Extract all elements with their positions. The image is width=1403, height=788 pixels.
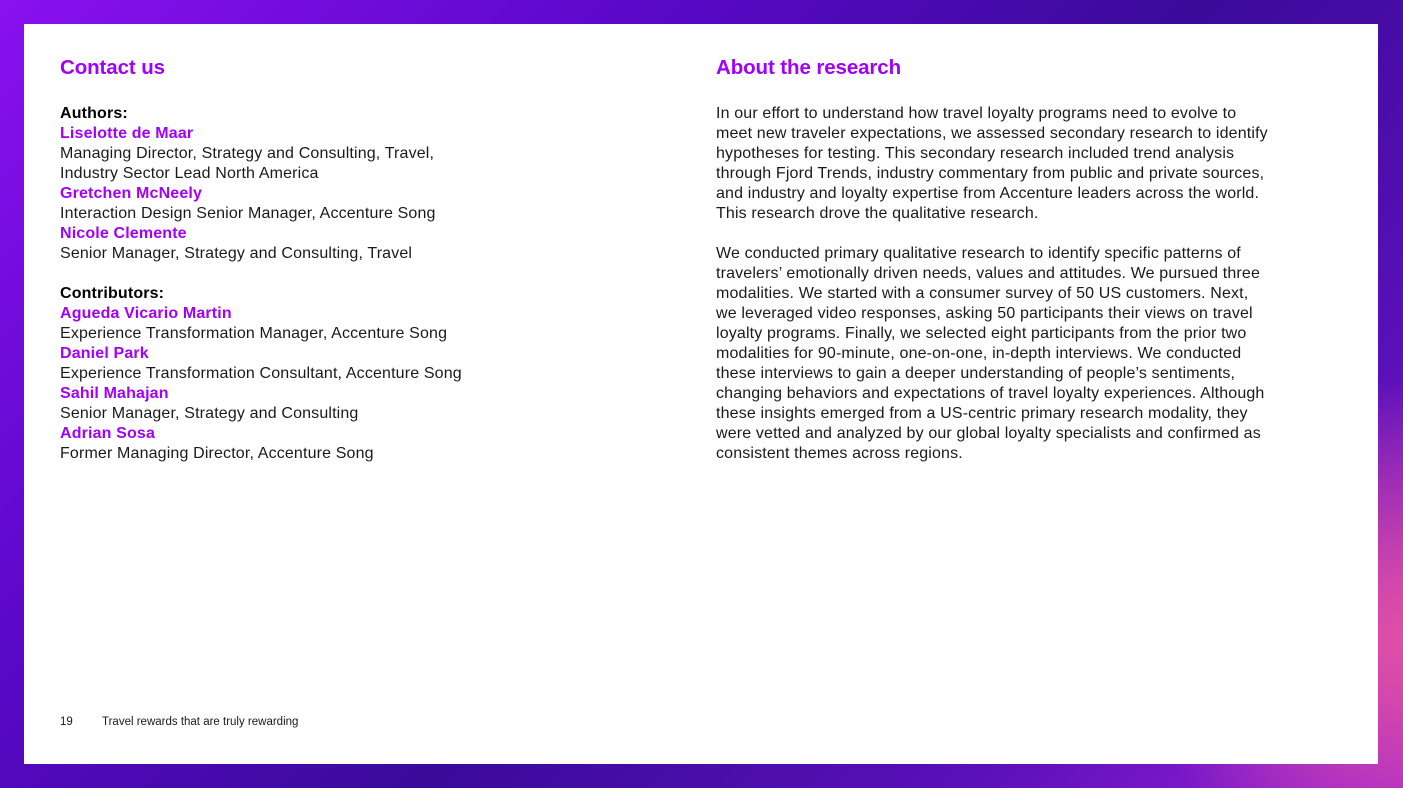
page-footer [60,716,298,728]
paragraph-line: modalities. We started with a consumer survey of 50 US customers. Next, [716,285,1249,302]
paragraph-line: In our effort to understand how travel loyalty programs need to evolve to [716,105,1237,122]
contributor-role: Experience Transformation Consultant, Accenture Song [60,365,462,382]
spacer [716,224,1268,244]
research-title: About the research [716,56,902,79]
paragraph-line: meet new traveler expectations, we assessed secondary research to identify [716,125,1268,142]
paragraph-line: This research drove the qualitative research. [716,205,1039,222]
contributor-name: Agueda Vicario Martin [60,305,232,322]
contributor-name: Adrian Sosa [60,425,156,442]
contact-title: Contact us [60,56,165,79]
page-number: 19 [60,716,73,728]
paragraph-line: were vetted and analyzed by our global loyalty specialists and confirmed as [716,425,1261,442]
paragraph-line: consistent themes across regions. [716,445,963,462]
authors-label: Authors: [60,105,128,122]
paragraph-line: these insights emerged from a US-centric primary research modality, they [716,405,1248,422]
author-name: Gretchen McNeely [60,185,203,202]
paragraph-line: we leveraged video responses, asking 50 participants their views on travel [716,305,1253,322]
paragraph-line: travelers’ emotionally driven needs, values and attitudes. We pursued three [716,265,1260,282]
paragraph-line: loyalty programs. Finally, we selected eight participants from the prior two [716,325,1247,342]
contributor-name: Sahil Mahajan [60,385,169,402]
author-role: Interaction Design Senior Manager, Accenture Song [60,205,436,222]
paragraph-line: through Fjord Trends, industry commentary from public and private sources, [716,165,1265,182]
contributors-label: Contributors: [60,285,165,302]
contact-list [60,104,462,464]
author-name: Nicole Clemente [60,225,187,242]
contributor-role: Experience Transformation Manager, Accenture Song [60,325,448,342]
author-role: Industry Sector Lead North America [60,165,319,182]
author-role: Managing Director, Strategy and Consulting, Travel, [60,145,435,162]
spacer [60,264,462,284]
document-title: Travel rewards that are truly rewarding [102,716,299,728]
paragraph-line: hypotheses for testing. This secondary research included trend analysis [716,145,1235,162]
paragraph-line: these interviews to gain a deeper understanding of people’s sentiments, [716,365,1236,382]
contributor-name: Daniel Park [60,345,149,362]
paragraph-line: modalities for 90-minute, one-on-one, in-depth interviews. We conducted [716,345,1242,362]
page [24,24,1378,764]
contributor-role: Former Managing Director, Accenture Song [60,445,374,462]
paragraph-line: and industry and loyalty expertise from Accenture leaders across the world. [716,185,1260,202]
contributor-role: Senior Manager, Strategy and Consulting [60,405,359,422]
paragraph-line: changing behaviors and expectations of travel loyalty experiences. Although [716,385,1265,402]
author-role: Senior Manager, Strategy and Consulting, Travel [60,245,413,262]
paragraph-line: We conducted primary qualitative research to identify specific patterns of [716,245,1241,262]
research-text [716,104,1268,464]
author-name: Liselotte de Maar [60,125,194,142]
